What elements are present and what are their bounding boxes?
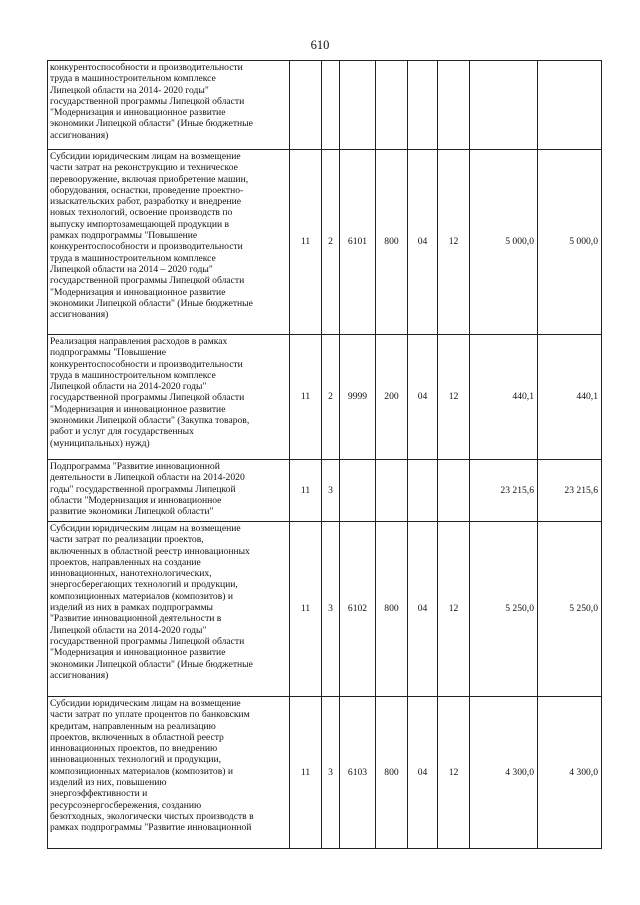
table-row — [48, 697, 602, 849]
table-row — [48, 61, 602, 150]
subprogram-code-cell: 3 — [322, 697, 340, 849]
division-cell — [408, 460, 438, 522]
division-cell: 04 — [408, 335, 438, 460]
expense-type-cell — [376, 61, 408, 150]
amount-total-cell — [538, 61, 602, 150]
expense-code-cell: 6101 — [340, 150, 376, 335]
section-code-cell: 11 — [290, 150, 322, 335]
amount-total-cell: 440,1 — [538, 335, 602, 460]
expense-code-cell: 9999 — [340, 335, 376, 460]
row-description: конкурентоспособности и производительности труда в машиностроительном комплексе Липецкой области на 2014- 2020 годы" государственной программы Липецкой области "Модернизация и инновационное развитие экономики Липецкой области" (Иные бюджетные ассигнования) — [48, 61, 290, 150]
page-number: 610 — [310, 38, 330, 52]
subdivision-cell — [438, 61, 470, 150]
subdivision-cell: 12 — [438, 335, 470, 460]
amount-total-cell: 23 215,6 — [538, 460, 602, 522]
amount-cell: 440,1 — [470, 335, 538, 460]
amount-cell: 23 215,6 — [470, 460, 538, 522]
row-description: Субсидии юридическим лицам на возмещение части затрат на реконструкцию и техническое перевооружение, включая приобретение машин, оборудования, оснастки, проведение проектно- изыскательских работ, разработку и внедрение новых технологий, освоение производств по выпуску импортозамещающей продукции в рамках подпрограммы "Повышение конкурентоспособности и производительности труда в машиностроительном комплексе Липецкой области на 2014 – 2020 годы" государственной программы Липецкой области "Модернизация и инновационное развитие экономики Липецкой области" (Иные бюджетные ассигнования) — [48, 150, 290, 335]
section-code-cell: 11 — [290, 522, 322, 697]
amount-cell: 4 300,0 — [470, 697, 538, 849]
expense-code-cell — [340, 460, 376, 522]
division-cell: 04 — [408, 697, 438, 849]
subprogram-code-cell: 2 — [322, 335, 340, 460]
division-cell: 04 — [408, 150, 438, 335]
subprogram-code-cell — [322, 61, 340, 150]
amount-cell: 5 250,0 — [470, 522, 538, 697]
expense-type-cell — [376, 460, 408, 522]
division-cell — [408, 61, 438, 150]
amount-total-cell: 5 250,0 — [538, 522, 602, 697]
subprogram-code-cell: 3 — [322, 522, 340, 697]
row-description: Субсидии юридическим лицам на возмещение части затрат по уплате процентов по банковским кредитам, направленным на реализацию проектов, включенных в областной реестр инновационных проектов, по внедрению инновационных технологий и продукции, композиционных материалов (композитов) и изделий из них, повышению энергоэффективности и ресурсоэнергосбережения, созданию безотходных, экологически чистых производств в рамках подпрограммы "Развитие инновационной — [48, 697, 290, 849]
expense-type-cell: 200 — [376, 335, 408, 460]
budget-table — [47, 60, 602, 849]
section-code-cell: 11 — [290, 697, 322, 849]
expense-code-cell — [340, 61, 376, 150]
expense-code-cell: 6102 — [340, 522, 376, 697]
subdivision-cell: 12 — [438, 150, 470, 335]
row-description: Подпрограмма "Развитие инновационной деятельности в Липецкой области на 2014-2020 годы" государственной программы Липецкой области "Модернизация и инновационное развитие экономики Липецкой области" — [48, 460, 290, 522]
section-code-cell — [290, 61, 322, 150]
subdivision-cell: 12 — [438, 522, 470, 697]
amount-total-cell: 5 000,0 — [538, 150, 602, 335]
table-row — [48, 335, 602, 460]
subprogram-code-cell: 2 — [322, 150, 340, 335]
division-cell: 04 — [408, 522, 438, 697]
row-description: Субсидии юридическим лицам на возмещение части затрат по реализации проектов, включенных в областной реестр инновационных проектов, направленных на создание инновационных, нанотехнологических, энергосберегающих технологий и продукции, композиционных материалов (композитов) и изделий из них в рамках подпрограммы "Развитие инновационной деятельности в Липецкой области на 2014-2020 годы" государственной программы Липецкой области "Модернизация и инновационное развитие экономики Липецкой области" (Иные бюджетные ассигнования) — [48, 522, 290, 697]
section-code-cell: 11 — [290, 460, 322, 522]
subdivision-cell: 12 — [438, 697, 470, 849]
amount-cell — [470, 61, 538, 150]
expense-type-cell: 800 — [376, 697, 408, 849]
subprogram-code-cell: 3 — [322, 460, 340, 522]
row-description: Реализация направления расходов в рамках подпрограммы "Повышение конкурентоспособности и производительности труда в машиностроительном комплексе Липецкой области на 2014-2020 годы" государственной программы Липецкой области "Модернизация и инновационное развитие экономики Липецкой области" (Закупка товаров, работ и услуг для государственных (муниципальных) нужд) — [48, 335, 290, 460]
amount-cell: 5 000,0 — [470, 150, 538, 335]
amount-total-cell: 4 300,0 — [538, 697, 602, 849]
table-row — [48, 522, 602, 697]
expense-type-cell: 800 — [376, 522, 408, 697]
table-row — [48, 150, 602, 335]
expense-code-cell: 6103 — [340, 697, 376, 849]
expense-type-cell: 800 — [376, 150, 408, 335]
table-row — [48, 460, 602, 522]
section-code-cell: 11 — [290, 335, 322, 460]
subdivision-cell — [438, 460, 470, 522]
